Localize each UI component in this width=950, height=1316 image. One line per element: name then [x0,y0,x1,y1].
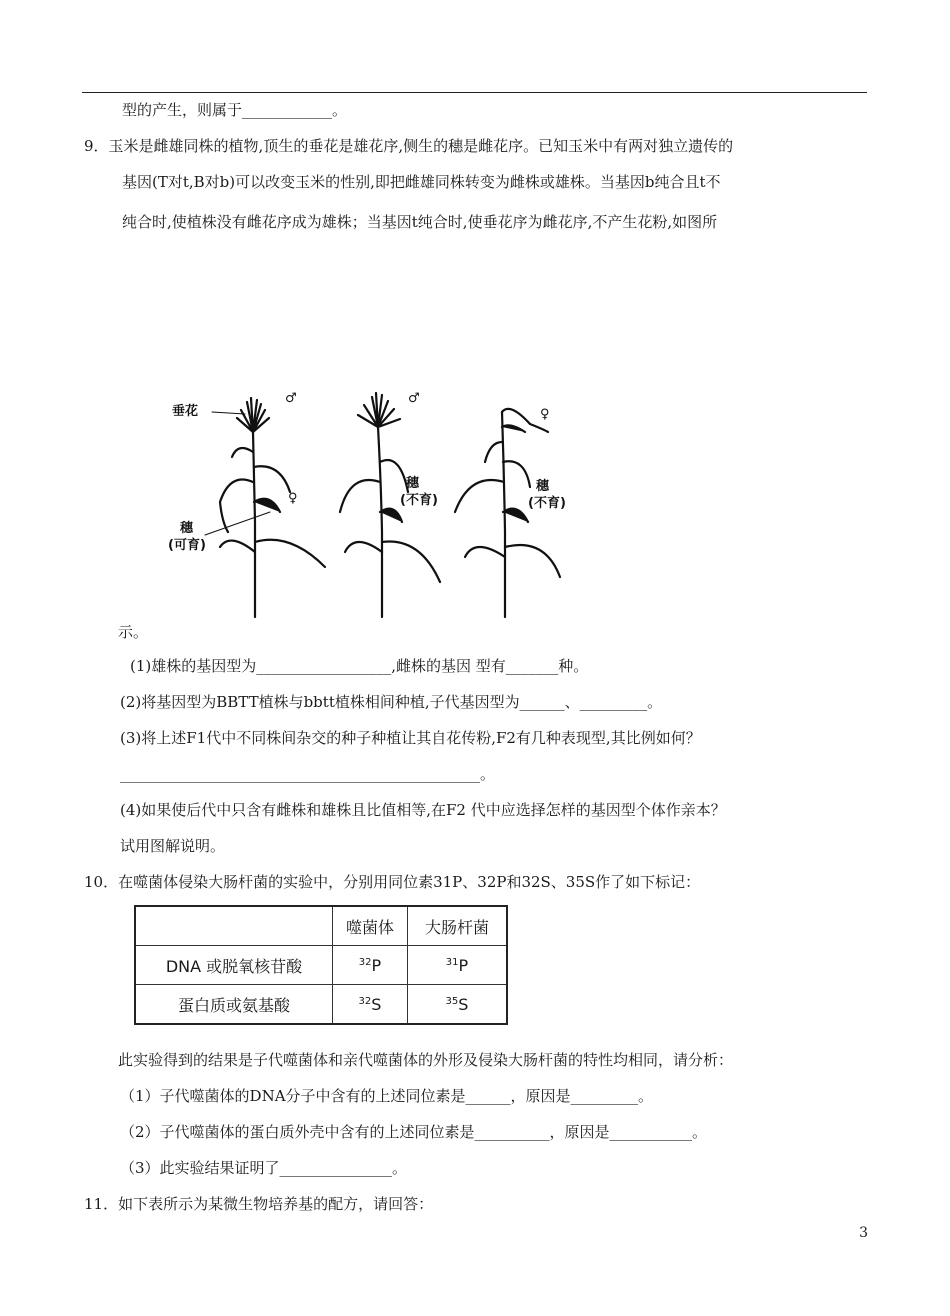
row-label: 蛋白质或氨基酸 [135,985,333,1025]
table-header: 大肠杆菌 [408,906,508,946]
label-sterile: (不育) [528,496,566,511]
table-row [135,946,507,985]
table-row [135,985,507,1025]
question-9-2: (2)将基因型为BBTT植株与bbtt植株相间种植,子代基因型为______、_________。 [120,693,663,711]
label-sterile: (不育) [400,493,438,508]
table-cell: $^{32}$P [333,946,408,985]
corn-plants-figure [150,372,580,622]
question-10-1: （1）子代噬菌体的DNA分子中含有的上述同位素是______，原因是_________。 [120,1087,654,1105]
label-ear: 穗 [536,479,550,494]
question-9-1: (1)雄株的基因型为__________________,雌株的基因 型有_______种。 [130,657,589,675]
text-line: 纯合时,使植株没有雌花序成为雄株；当基因t纯合时,使垂花序为雌花序,不产生花粉,如图所 [122,213,718,231]
question-9: 9．玉米是雌雄同株的植物,顶生的垂花是雄花序,侧生的穗是雌花序。已知玉米中有两对独立遗传的 [84,137,734,155]
text-line: 基因(T对t,B对b)可以改变玉米的性别,即把雌雄同株转变为雌株或雄株。当基因b纯合且t不 [122,173,721,191]
label-ear: 穗 [406,476,420,491]
question-11: 11．如下表所示为某微生物培养基的配方，请回答： [84,1195,434,1213]
question-10-2: （2）子代噬菌体的蛋白质外壳中含有的上述同位素是__________，原因是___________。 [120,1123,708,1141]
female-symbol: ♀ [288,491,298,506]
male-symbol: ♂ [285,391,297,406]
question-10: 10．在噬菌体侵染大肠杆菌的实验中，分别用同位素31P、32P和32S、35S作了如下标记： [84,873,701,891]
isotope-table [134,905,508,1025]
text-line: 试用图解说明。 [120,837,226,855]
table-cell: $^{31}$P [408,946,508,985]
row-label: DNA 或脱氧核苷酸 [135,946,333,985]
label-fertile: (可育) [168,538,206,553]
question-9-3: (3)将上述F1代中不同株间杂交的种子种植让其自花传粉,F2有几种表现型,其比例如何？ [120,729,701,747]
table-header: 噬菌体 [333,906,408,946]
header-rule [82,92,867,93]
page-number: 3 [859,1225,868,1241]
question-10-3: （3）此实验结果证明了_______________。 [120,1159,408,1177]
label-tassel: 垂花 [172,404,199,419]
table-header-row [135,906,507,946]
table-header [135,906,333,946]
table-cell: $^{32}$S [333,985,408,1025]
male-symbol: ♂ [408,391,420,406]
female-symbol: ♀ [540,407,550,422]
text-line: 示。 [118,623,149,641]
text-line: 型的产生，则属于____________。 [122,101,348,119]
answer-blank: ________________________________________________。 [120,765,496,783]
label-ear: 穗 [180,521,194,536]
question-9-4: (4)如果使后代中只含有雌株和雄株且比值相等,在F2 代中应选择怎样的基因型个体作亲本？ [120,801,726,819]
text-line: 此实验得到的结果是子代噬菌体和亲代噬菌体的外形及侵染大肠杆菌的特性均相同，请分析： [118,1051,734,1069]
table-cell: $^{35}$S [408,985,508,1025]
